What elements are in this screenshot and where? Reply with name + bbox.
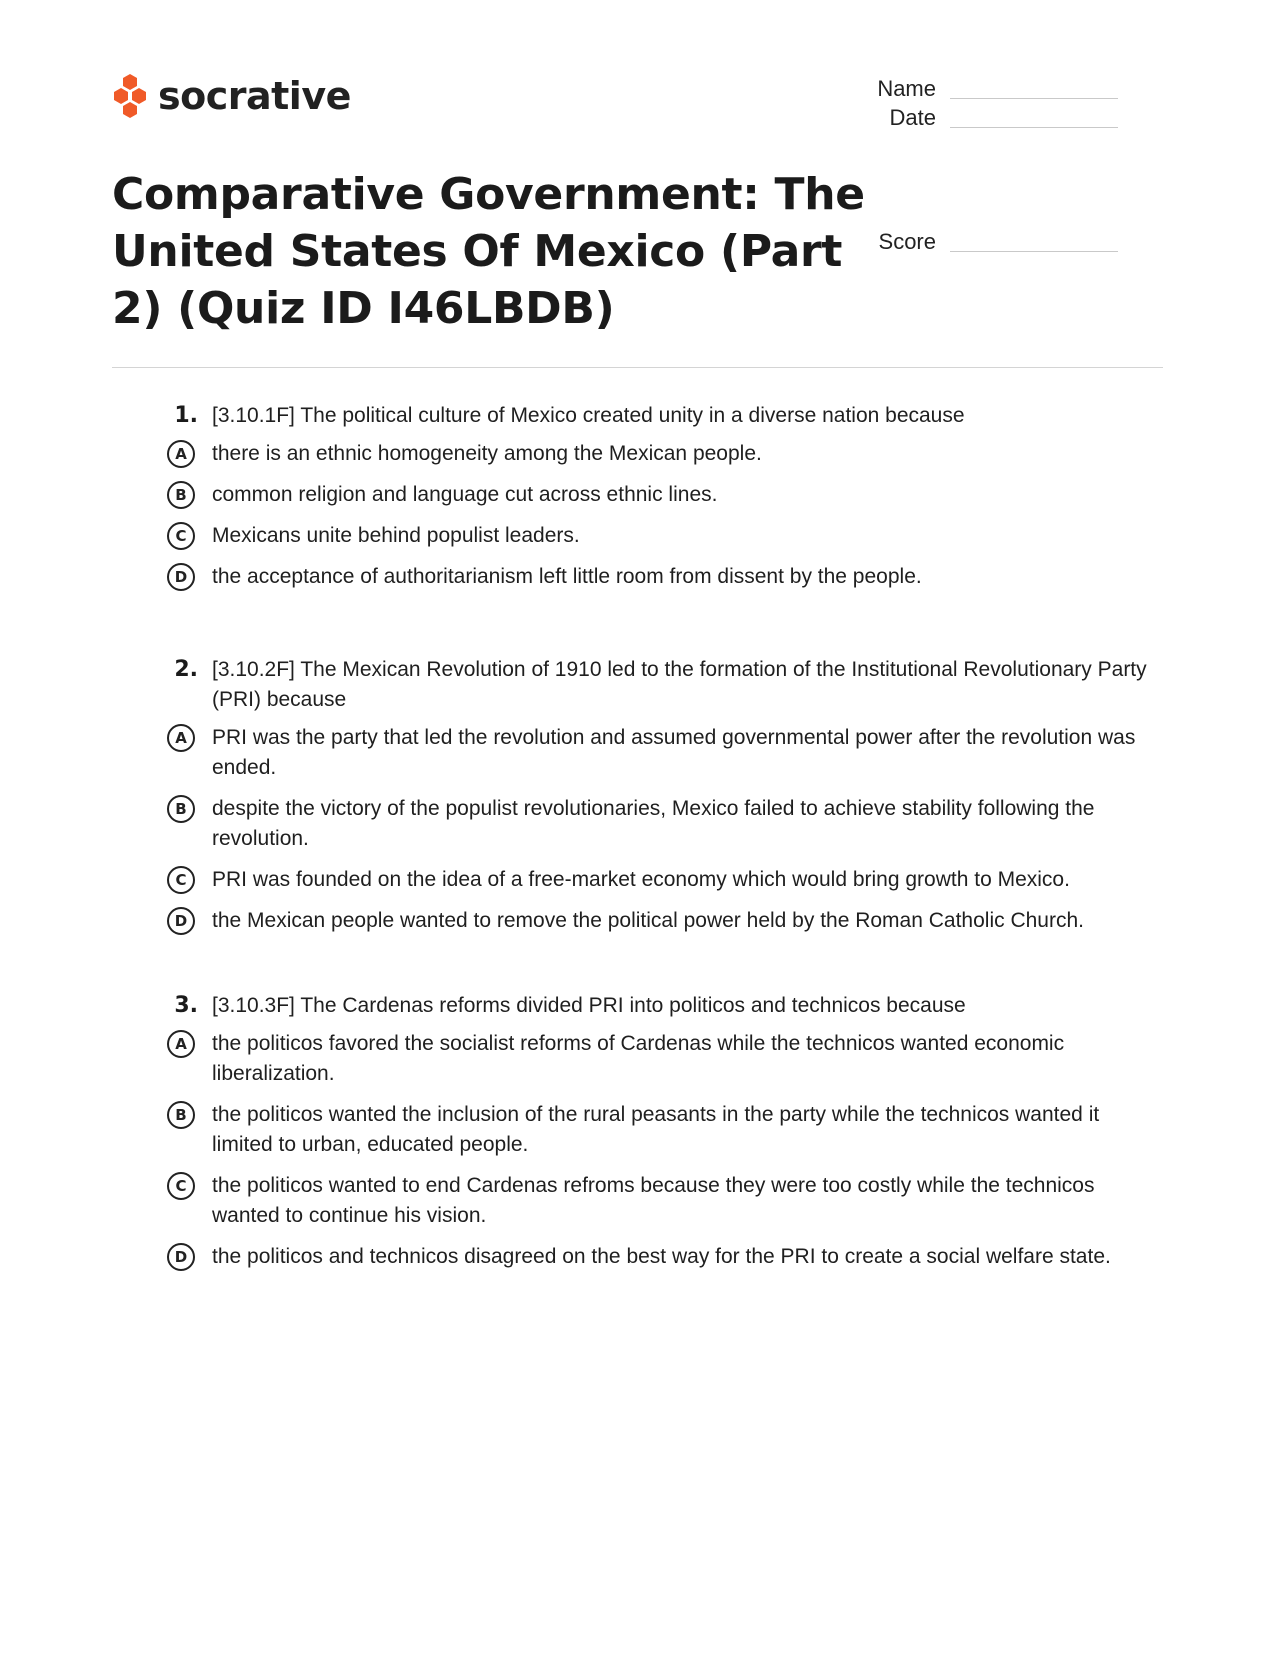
option-text: the Mexican people wanted to remove the political power held by the Roman Catholic Church. — [212, 909, 1084, 932]
answer-option-d[interactable] — [160, 906, 1160, 936]
question-number: 1. — [174, 403, 198, 428]
date-field — [861, 105, 1118, 131]
score-field — [861, 229, 1118, 255]
option-text: despite the victory of the populist revolutionaries, Mexico failed to achieve stability following the revolution. — [212, 797, 1095, 850]
socrative-logo — [112, 72, 351, 120]
answer-option-c[interactable] — [160, 521, 1160, 551]
option-letter-d[interactable]: D — [167, 1243, 195, 1271]
option-text: the acceptance of authoritarianism left little room from dissent by the people. — [212, 565, 922, 588]
option-letter-a[interactable]: A — [167, 724, 195, 752]
option-letter-b[interactable]: B — [167, 1101, 195, 1129]
option-text: the politicos wanted to end Cardenas refroms because they were too costly while the technicos wanted to continue his vision. — [212, 1174, 1095, 1227]
option-letter-d[interactable]: D — [167, 907, 195, 935]
option-letter-c[interactable]: C — [167, 522, 195, 550]
option-text: Mexicans unite behind populist leaders. — [212, 524, 580, 547]
option-text: the politicos favored the socialist reforms of Cardenas while the technicos wanted economic liberalization. — [212, 1032, 1065, 1085]
option-text: the politicos wanted the inclusion of the rural peasants in the party while the technicos wanted it limited to urban, educated people. — [212, 1103, 1100, 1156]
question-text: [3.10.1F] The political culture of Mexico created unity in a diverse nation because — [212, 404, 965, 427]
option-letter-c[interactable]: C — [167, 1172, 195, 1200]
name-line — [950, 98, 1118, 99]
brand-name: socrative — [158, 74, 351, 118]
option-letter-a[interactable]: A — [167, 440, 195, 468]
question-text: [3.10.3F] The Cardenas reforms divided PRI into politicos and technicos because — [212, 994, 966, 1017]
question-number: 3. — [174, 993, 198, 1018]
header-divider — [112, 367, 1163, 368]
answer-option-a[interactable] — [160, 723, 1160, 783]
option-text: common religion and language cut across ethnic lines. — [212, 483, 718, 506]
answer-option-a[interactable] — [160, 439, 1160, 469]
answer-option-c[interactable] — [160, 865, 1160, 895]
name-label: Name — [877, 76, 936, 101]
option-text: PRI was the party that led the revolution and assumed governmental power after the revolution was ended. — [212, 726, 1136, 779]
option-letter-b[interactable]: B — [167, 481, 195, 509]
option-letter-d[interactable]: D — [167, 563, 195, 591]
question-2 — [160, 655, 1160, 947]
question-3 — [160, 991, 1160, 1283]
name-field — [861, 76, 1118, 102]
question-text: [3.10.2F] The Mexican Revolution of 1910 led to the formation of the Institutional Revolutionary Party (PRI) because — [212, 658, 1147, 711]
answer-option-d[interactable] — [160, 1242, 1160, 1272]
option-text: there is an ethnic homogeneity among the Mexican people. — [212, 442, 762, 465]
option-text: the politicos and technicos disagreed on the best way for the PRI to create a social welfare state. — [212, 1245, 1111, 1268]
date-line — [950, 127, 1118, 128]
question-1 — [160, 401, 1160, 603]
option-letter-b[interactable]: B — [167, 795, 195, 823]
date-label: Date — [889, 105, 936, 130]
option-letter-c[interactable]: C — [167, 866, 195, 894]
answer-option-b[interactable] — [160, 794, 1160, 854]
answer-option-b[interactable] — [160, 1100, 1160, 1160]
option-text: PRI was founded on the idea of a free-market economy which would bring growth to Mexico. — [212, 868, 1070, 891]
question-number: 2. — [174, 657, 198, 682]
quiz-title: Comparative Government: The United States Of Mexico (Part 2) (Quiz ID I46LBDB) — [112, 169, 865, 334]
answer-option-d[interactable] — [160, 562, 1160, 592]
answer-option-c[interactable] — [160, 1171, 1160, 1231]
score-line — [950, 251, 1118, 252]
answer-option-b[interactable] — [160, 480, 1160, 510]
answer-option-a[interactable] — [160, 1029, 1160, 1089]
score-label: Score — [878, 229, 936, 254]
socrative-hexagon-icon — [112, 72, 150, 120]
option-letter-a[interactable]: A — [167, 1030, 195, 1058]
